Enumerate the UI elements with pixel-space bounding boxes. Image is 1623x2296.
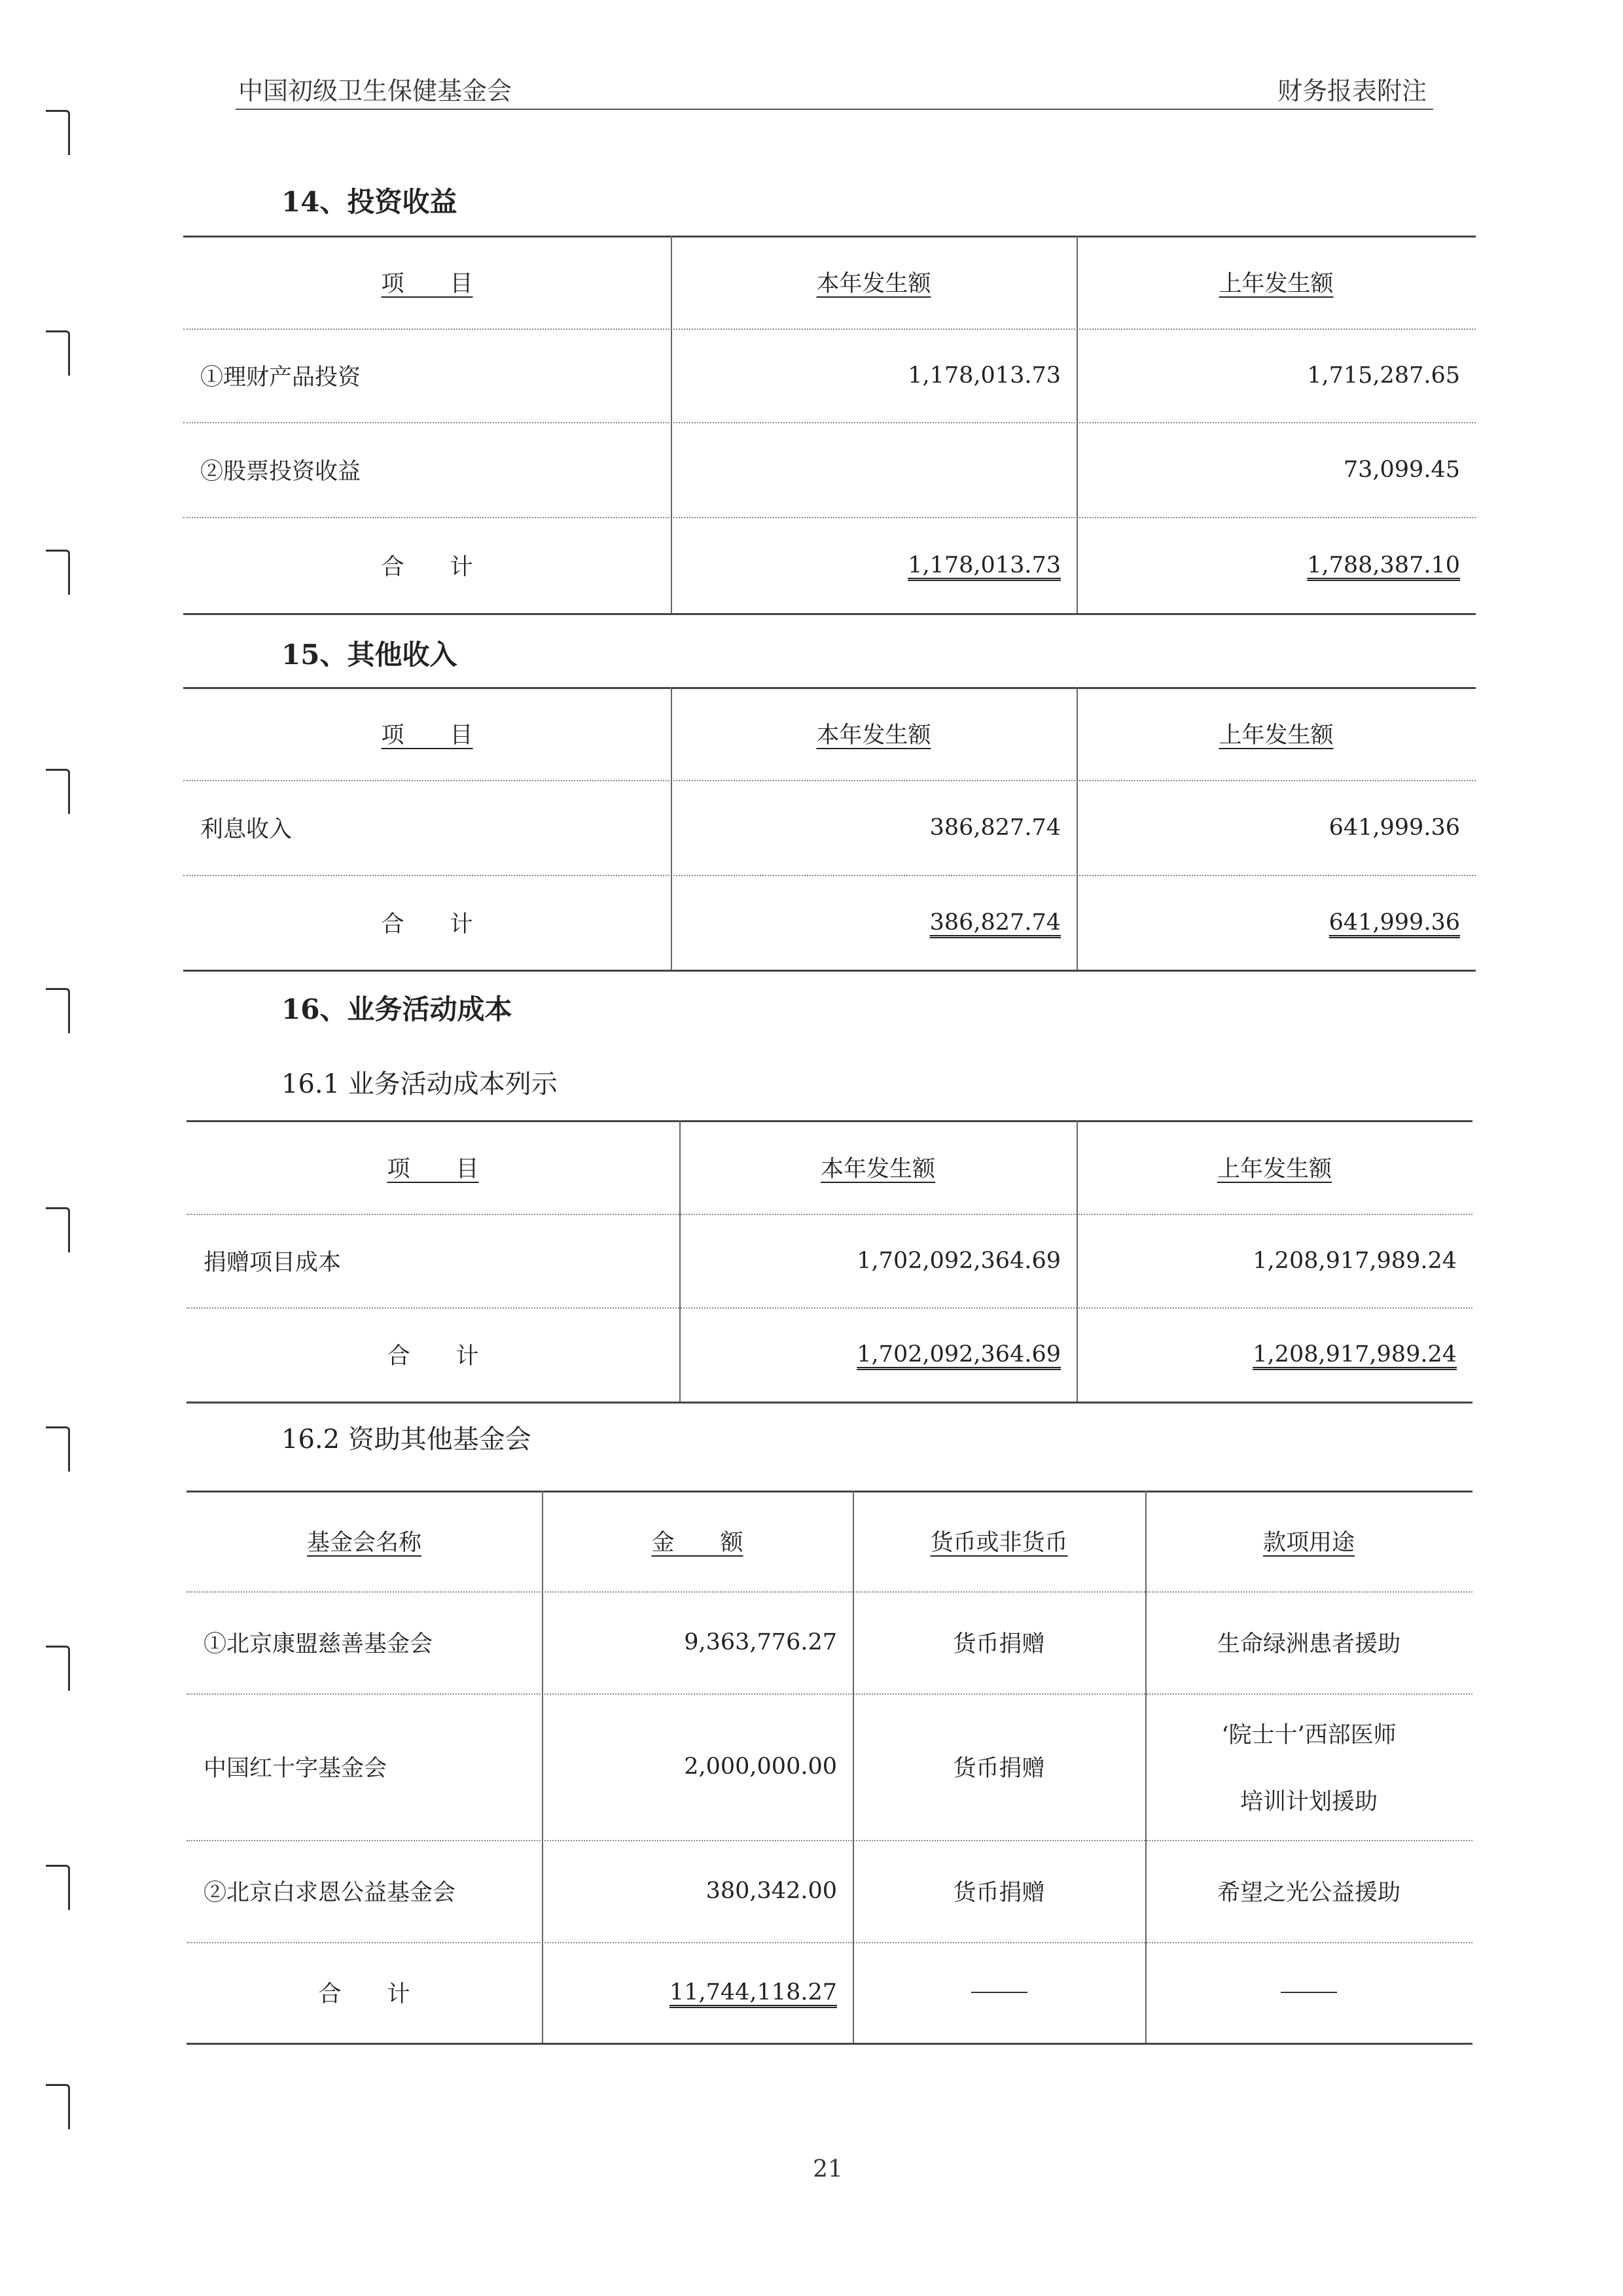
table-row-prior: 641,999.36 <box>1329 814 1460 841</box>
section15-title: 15、其他收入 <box>281 639 457 671</box>
column-header-amount: 金 额 <box>651 1530 743 1556</box>
table-row-amount: 9,363,776.27 <box>684 1629 837 1655</box>
column-header-name: 基金会名称 <box>306 1530 421 1556</box>
total-current: 1,178,013.73 <box>908 552 1061 578</box>
table-row-prior: 73,099.45 <box>1343 456 1460 483</box>
section16-2-title: 16.2 资助其他基金会 <box>281 1424 531 1455</box>
table-row-item: ②股票投资收益 <box>200 458 361 485</box>
header-org-name: 中国初级卫生保健基金会 <box>238 77 512 105</box>
table-row-prior: 1,715,287.65 <box>1307 362 1460 389</box>
binder-mark <box>46 550 70 595</box>
table-row-purpose-line2: 培训计划援助 <box>1240 1789 1378 1815</box>
empty-dash <box>971 1992 1027 1993</box>
table-row-type: 货币捐赠 <box>953 1631 1045 1657</box>
header-rule <box>236 109 1433 110</box>
binder-mark <box>46 1207 70 1252</box>
column-header-prior: 上年发生额 <box>1219 271 1334 297</box>
column-header-prior: 上年发生额 <box>1217 1156 1332 1182</box>
column-header-type: 货币或非货币 <box>930 1530 1068 1556</box>
binder-mark <box>46 1646 70 1691</box>
table-row-current: 1,178,013.73 <box>908 362 1061 389</box>
table-row-amount: 380,342.00 <box>705 1878 837 1904</box>
total-current: 386,827.74 <box>929 909 1061 936</box>
column-header-item: 项 目 <box>387 1156 479 1182</box>
total-prior: 1,208,917,989.24 <box>1253 1341 1457 1368</box>
table-row-name: 中国红十字基金会 <box>204 1756 387 1782</box>
section16-title: 16、业务活动成本 <box>281 993 512 1025</box>
section16-1-title: 16.1 业务活动成本列示 <box>281 1069 558 1099</box>
binder-mark <box>46 769 70 814</box>
binder-mark <box>46 1865 70 1910</box>
column-header-purpose: 款项用途 <box>1262 1530 1355 1556</box>
table-row-prior: 1,208,917,989.24 <box>1253 1247 1457 1274</box>
header-doc-title: 财务报表附注 <box>1277 77 1427 105</box>
binder-mark <box>46 2084 70 2129</box>
table-row-purpose: ‘院士十’西部医师 <box>1221 1722 1397 1748</box>
table-row-type: 货币捐赠 <box>953 1880 1045 1906</box>
column-header-current: 本年发生额 <box>816 722 931 749</box>
table-row-item: 利息收入 <box>200 816 293 843</box>
total-label: 合 计 <box>381 554 473 580</box>
binder-mark <box>46 330 70 376</box>
section14-title: 14、投资收益 <box>281 186 457 218</box>
total-prior: 1,788,387.10 <box>1307 552 1460 578</box>
binder-mark <box>46 110 70 155</box>
total-label: 合 计 <box>387 1343 479 1369</box>
table-row-purpose: 希望之光公益援助 <box>1217 1880 1400 1906</box>
table-row-item: ①理财产品投资 <box>200 364 361 391</box>
table-row-name: ②北京白求恩公益基金会 <box>204 1880 456 1906</box>
total-amount: 11,744,118.27 <box>669 1979 837 2005</box>
total-label: 合 计 <box>381 911 473 938</box>
table-row-current: 1,702,092,364.69 <box>857 1247 1061 1274</box>
table-row-type: 货币捐赠 <box>953 1756 1045 1782</box>
binder-mark <box>46 988 70 1033</box>
table-row-current <box>671 422 1077 517</box>
table-row-item: 捐赠项目成本 <box>204 1249 342 1276</box>
column-header-prior: 上年发生额 <box>1219 722 1334 749</box>
table-row-purpose-cell <box>1145 1693 1472 1840</box>
binder-mark <box>46 1426 70 1472</box>
table-row-amount: 2,000,000.00 <box>684 1754 837 1780</box>
column-header-item: 项 目 <box>381 722 473 749</box>
page-number: 21 <box>813 2156 843 2183</box>
empty-dash <box>1281 1992 1337 1993</box>
table-row-current: 386,827.74 <box>929 814 1061 841</box>
table-row-name: ①北京康盟慈善基金会 <box>204 1631 433 1657</box>
table-row-purpose: 生命绿洲患者援助 <box>1217 1631 1400 1657</box>
column-header-current: 本年发生额 <box>816 271 931 297</box>
column-header-item: 项 目 <box>381 271 473 297</box>
column-header-current: 本年发生额 <box>820 1156 935 1182</box>
total-label: 合 计 <box>318 1981 410 2007</box>
total-current: 1,702,092,364.69 <box>857 1341 1061 1368</box>
total-prior: 641,999.36 <box>1329 909 1460 936</box>
